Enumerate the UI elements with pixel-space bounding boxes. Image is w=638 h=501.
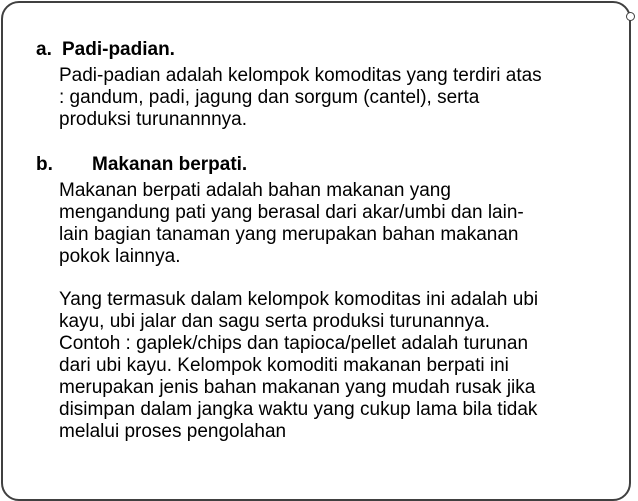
section-b-title: Makanan berpati.: [92, 154, 248, 175]
section-b-paragraph-1: [36, 180, 606, 268]
section-a-paragraph: [36, 65, 606, 131]
section-a-marker: a.: [36, 39, 52, 60]
slide-corner-dot: [626, 12, 635, 21]
text-line: lain bagian tanaman yang merupakan bahan makanan: [59, 224, 519, 245]
slide-content: [36, 39, 606, 443]
text-line: mengandung pati yang berasal dari akar/umbi dan lain-: [59, 202, 524, 223]
text-line: Padi-padian adalah kelompok komoditas yang terdiri atas: [59, 65, 542, 86]
text-line: Contoh : gaplek/chips dan tapioca/pellet adalah turunan: [59, 333, 529, 354]
section-b-heading: [36, 154, 606, 176]
text-line: produksi turunannnya.: [59, 109, 248, 130]
section-a-title: Padi-padian.: [62, 39, 175, 60]
text-line: Yang termasuk dalam kelompok komoditas ini adalah ubi: [59, 289, 539, 310]
text-line: merupakan jenis bahan makanan yang mudah rusak jika: [59, 377, 536, 398]
text-line: kayu, ubi jalar dan sagu serta produksi turunannya.: [59, 311, 490, 332]
text-line: disimpan dalam jangka waktu yang cukup lama bila tidak: [59, 399, 538, 420]
section-a-heading: [36, 39, 606, 61]
text-line: dari ubi kayu. Kelompok komoditi makanan berpati ini: [59, 355, 509, 376]
text-line: melalui proses pengolahan: [59, 421, 287, 442]
section-b-paragraph-2: [36, 289, 606, 443]
text-line: Makanan berpati adalah bahan makanan yang: [59, 180, 451, 201]
section-b-marker: b.: [36, 154, 53, 175]
text-line: : gandum, padi, jagung dan sorgum (cantel), serta: [59, 87, 480, 108]
text-line: pokok lainnya.: [59, 246, 181, 267]
